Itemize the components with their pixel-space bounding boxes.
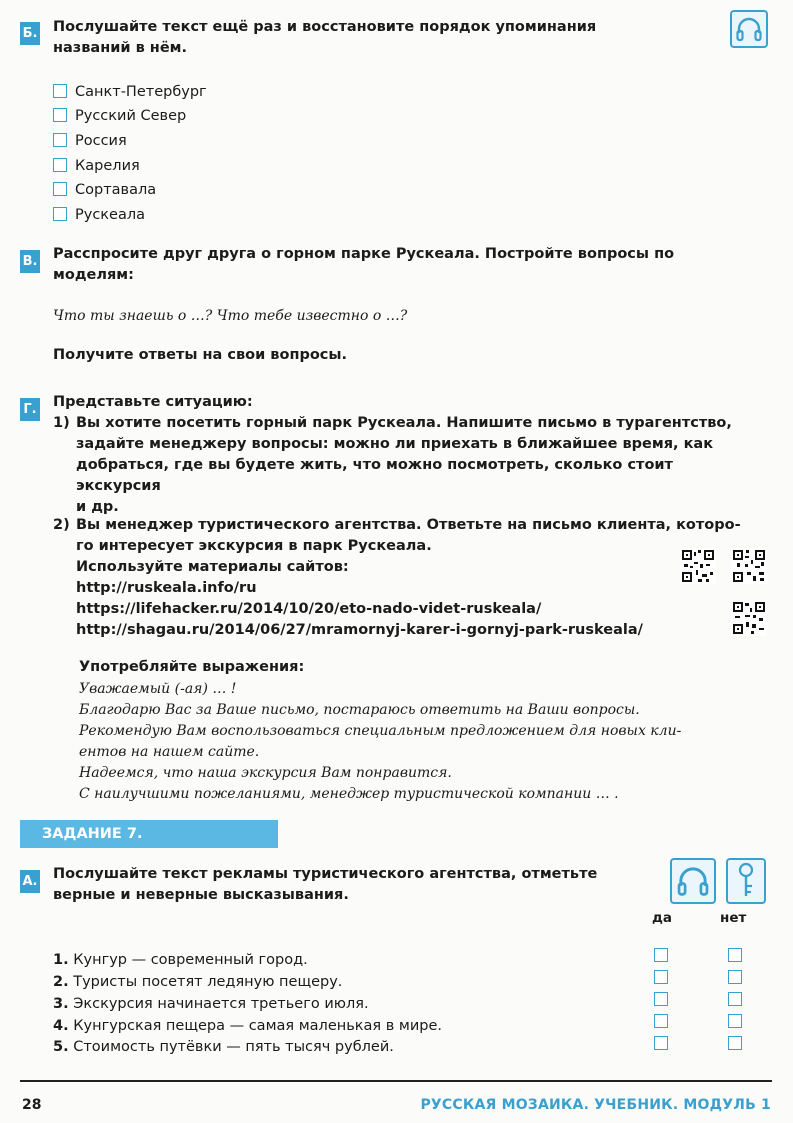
answer-no-checkbox[interactable] bbox=[728, 1036, 742, 1050]
answer-yes-checkbox[interactable] bbox=[654, 1036, 668, 1050]
site-link[interactable]: https://lifehacker.ru/2014/10/20/eto-nado-videt-ruskeala/ bbox=[76, 601, 542, 617]
question-model: Что ты знаешь о …? Что тебе известно о …? bbox=[53, 308, 408, 324]
column-header-yes: да bbox=[652, 910, 673, 926]
checkbox[interactable] bbox=[53, 158, 67, 172]
checkbox[interactable] bbox=[53, 182, 67, 196]
phrases-heading: Употребляйте выражения: bbox=[79, 659, 305, 675]
answer-no-checkbox[interactable] bbox=[728, 970, 742, 984]
site-link[interactable]: http://shagau.ru/2014/06/27/mramornyj-karer-i-gornyj-park-ruskeala/ bbox=[76, 622, 643, 638]
phrases-list: Уважаемый (-ая) … ! Благодарю Вас за Ваше письмо, постараюсь ответить на Ваши вопросы. Рекомендую Вам воспользоваться специальным предложением для новых кли- ентов на нашем сайте. Надеемся, что наша экскурсия Вам понравится. С наилучшими пожеланиями, менеджер туристической компании … . bbox=[79, 681, 682, 802]
headphones-icon[interactable] bbox=[670, 858, 716, 904]
section-tag-b: Б. bbox=[20, 22, 40, 45]
checklist-item[interactable]: Россия bbox=[53, 132, 127, 150]
section-tag-g: Г. bbox=[20, 398, 40, 421]
qr-code-icon[interactable] bbox=[731, 600, 767, 636]
footer-title: РУССКАЯ МОЗАИКА. УЧЕБНИК. МОДУЛЬ 1 bbox=[420, 1097, 771, 1113]
item1-text: Вы хотите посетить горный парк Рускеала. Напишите письмо в турагентство, задайте менеджеру вопросы: можно ли приехать в ближайшее время, как добраться, где вы будете жить, что можно посмотреть, сколько стоит экскурсия и др. bbox=[76, 415, 732, 515]
statement-row: 3. Экскурсия начинается третьего июля. bbox=[53, 996, 369, 1012]
checklist-item[interactable]: Сортавала bbox=[53, 181, 156, 199]
qr-code-icon[interactable] bbox=[731, 548, 767, 584]
site-link[interactable]: http://ruskeala.info/ru bbox=[76, 580, 257, 596]
headphones-icon[interactable] bbox=[730, 10, 768, 48]
checklist-item[interactable]: Карелия bbox=[53, 157, 140, 175]
section-v-answer: Получите ответы на свои вопросы. bbox=[53, 347, 348, 363]
item1-number: 1) bbox=[53, 415, 70, 431]
answer-yes-checkbox[interactable] bbox=[654, 948, 668, 962]
checklist-item[interactable]: Санкт-Петербург bbox=[53, 83, 207, 101]
answer-no-checkbox[interactable] bbox=[728, 1014, 742, 1028]
section-v-heading: Расспросите друг друга о горном парке Рускеала. Постройте вопросы по моделям: bbox=[53, 246, 675, 283]
footer-divider bbox=[20, 1080, 772, 1082]
answer-no-checkbox[interactable] bbox=[728, 948, 742, 962]
statement-row: 2. Туристы посетят ледяную пещеру. bbox=[53, 974, 343, 990]
section-g-heading: Представьте ситуацию: bbox=[53, 394, 253, 410]
key-icon[interactable] bbox=[726, 858, 766, 904]
task-title-bar: ЗАДАНИЕ 7. bbox=[20, 820, 278, 848]
statement-row: 1. Кунгур — современный город. bbox=[53, 952, 308, 968]
checkbox[interactable] bbox=[53, 108, 67, 122]
checklist-item[interactable]: Рускеала bbox=[53, 206, 145, 224]
section-tag-a: А. bbox=[20, 870, 40, 893]
checkbox[interactable] bbox=[53, 84, 67, 98]
item2-number: 2) bbox=[53, 517, 70, 533]
task7-heading: Послушайте текст рекламы туристического агентства, отметьте верные и неверные высказывания. bbox=[53, 866, 598, 903]
qr-code-icon[interactable] bbox=[680, 548, 716, 584]
answer-yes-checkbox[interactable] bbox=[654, 1014, 668, 1028]
section-b-heading-line2: названий в нём. bbox=[53, 40, 188, 56]
section-b-heading-line1: Послушайте текст ещё раз и восстановите порядок упоминания bbox=[53, 19, 597, 35]
item2-text: Вы менеджер туристического агентства. Ответьте на письмо клиента, которо- го интересует экскурсия в парк Рускеала. Используйте материалы сайтов: http://ruskeala.info/ru https://lifehacker.ru/2014/10/20/eto-nado-videt-ruskeala/ http://shagau.ru/2014/06/27/mramornyj-karer-i-gornyj-park-ruskeala/ bbox=[76, 515, 756, 641]
section-b-heading bbox=[53, 17, 596, 59]
answer-yes-checkbox[interactable] bbox=[654, 970, 668, 984]
checkbox[interactable] bbox=[53, 133, 67, 147]
checkbox[interactable] bbox=[53, 207, 67, 221]
statement-row: 5. Стоимость путёвки — пять тысяч рублей. bbox=[53, 1039, 394, 1055]
answer-yes-checkbox[interactable] bbox=[654, 992, 668, 1006]
page-number: 28 bbox=[22, 1097, 42, 1113]
column-header-no: нет bbox=[720, 910, 747, 926]
checklist-item[interactable]: Русский Север bbox=[53, 107, 186, 125]
section-tag-v: В. bbox=[20, 250, 40, 273]
answer-no-checkbox[interactable] bbox=[728, 992, 742, 1006]
statement-row: 4. Кунгурская пещера — самая маленькая в мире. bbox=[53, 1018, 442, 1034]
